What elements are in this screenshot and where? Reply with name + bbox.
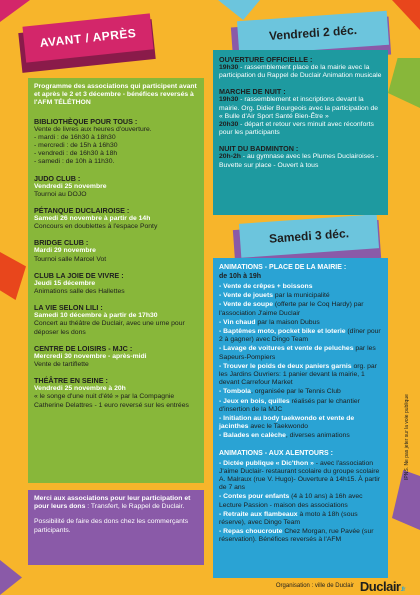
list-item-text: , diverses animations (285, 432, 350, 440)
list-item (219, 511, 382, 527)
section-bridge (34, 238, 198, 263)
friday-time: 19h30 (219, 96, 239, 104)
list-item-text: (offerte par le Coq Hardy) par l'association J'aime Duclair (219, 301, 364, 317)
list-item-bold: - Vente de jouets (219, 292, 274, 300)
section-line: - samedi : de 10h à 11h30. (34, 158, 115, 166)
section-date: Mercredi 30 novembre - après-midi (34, 352, 147, 360)
section-petanque (34, 206, 198, 231)
side-note: IPNS. Ne pas jeter sur la voie publique (404, 394, 410, 480)
friday-desc: - départ et retour vers minuit avec réconforts pour les participants (219, 121, 374, 137)
list-item (219, 388, 382, 396)
section-date: Vendredi 25 novembre à 20h (34, 385, 126, 393)
list-item-bold: - Vin chaud (219, 318, 256, 326)
list-item-bold: - Balades en calèche (219, 432, 286, 440)
saturday-block-title: ANIMATIONS - PLACE DE LA MAIRIE : (219, 264, 347, 271)
section-line: Concours en doublettes à l'espace Ponty (34, 223, 158, 231)
list-item-text: org. par les Jardins Ouvriers: 1 panier devant la mairie, 1 devant Carrefour Market (219, 362, 377, 387)
intro-text: Programme des associations qui participent avant et après le 2 et 3 décembre - bénéfices reversés à l'AFM TÉLÉTHON (34, 83, 197, 107)
list-item (219, 528, 382, 544)
saturday-panel (213, 258, 388, 578)
section-line: Vente de tartiflette (34, 361, 89, 369)
section-title: BRIDGE CLUB : (34, 238, 89, 248)
list-item-text: à moto à 18h (sous réserve), avec Dingo Team (219, 510, 358, 527)
section-centre-loisirs (34, 344, 198, 369)
list-item-text: (dîner pour 2 à gagner) avec Dingo Team (219, 328, 381, 344)
footer (195, 577, 405, 595)
list-item-bold: - Initiation au body taekwondo et vente de jacinthes (219, 415, 355, 431)
thanks-extra: Possibilité de faire des dons chez les commerçants participants. (34, 518, 189, 534)
section-theatre (34, 376, 198, 410)
list-item (219, 432, 382, 440)
list-item-text: par la maison Dubus (255, 318, 320, 326)
section-joie-de-vivre (34, 271, 198, 296)
list-item-bold: - Baptêmes moto, pocket bike et loterie (219, 328, 346, 336)
section-date: Samedi 26 novembre à partir de 14h (34, 215, 151, 223)
friday-desc: - rassemblement place de la mairie avec la participation du Rappel de Duclair Animation musicale (219, 64, 382, 80)
list-item-bold: - Retraite aux flambeaux (219, 510, 298, 518)
section-line: Vente de livres aux heures d'ouverture. (34, 125, 152, 133)
friday-item-title: OUVERTURE OFFICIELLE : (219, 55, 313, 64)
saturday-block-title: ANIMATIONS - AUX ALENTOURS : (219, 449, 333, 457)
section-title: PÉTANQUE DUCLAIROISE : (34, 206, 130, 216)
saturday-banner: Samedi 3 déc. (239, 214, 379, 258)
thanks-text (34, 495, 198, 511)
section-line: Animations salle des Hallettes (34, 288, 125, 296)
list-item (219, 283, 382, 291)
organisation-label: Organisation : ville de Duclair (275, 583, 354, 589)
list-item-text: par les Sapeurs-Pompiers (219, 345, 376, 361)
avant-apres-panel (28, 78, 204, 483)
list-item-text: réalisés par le chantier d'insertion de la MJC (219, 397, 360, 413)
list-item (219, 460, 382, 493)
friday-item-text (219, 64, 382, 80)
duclair-logo (360, 579, 405, 594)
list-item-bold: - Jeux en bois, quilles (219, 397, 290, 405)
section-line: - mardi : de 16h30 à 18h30 (34, 133, 116, 141)
list-item (219, 301, 382, 317)
list-item-text: - avec l'association J'aime Duclair- restaurant scolaire du groupe scolaire A. Malraux (rue V. Hugo)- Ouverture à 14h15. À partir de 7 ans (219, 459, 381, 492)
section-title: LA VIE SELON LILI : (34, 303, 103, 313)
list-item (219, 493, 382, 509)
friday-item (219, 144, 382, 169)
friday-desc: - rassemblement et inscriptions devant la mairie. Org. Didier Bourgeois avec la participation de « Bulle d'Air Sport Santé Bien-Être » (219, 96, 379, 120)
list-item-text: Chez Morgan, rue Pavée (sur réservation). Bénéfices reversés à l'AFM (219, 528, 374, 544)
section-line: « le songe d'une nuit d'été » par la Compagnie Catherine Delattres - 1 euro reversé sur les entrées (34, 393, 189, 409)
friday-item (219, 55, 382, 80)
list-item-bold: - Vente de crêpes + boissons (219, 283, 313, 290)
saturday-block-hours: de 10h à 19h (219, 273, 262, 280)
section-judo (34, 174, 198, 199)
section-line: Tournoi au DOJO (34, 190, 87, 198)
thanks-rest: : Transfert, le Rappel de Duclair. (85, 503, 185, 511)
logo-text: Duclair (359, 578, 401, 594)
list-item-bold: - Tombola (219, 388, 251, 396)
section-line: Concert au théâtre de Duclair, avec une urne pour déposer les dons (34, 320, 185, 336)
friday-banner: Vendredi 2 déc. (237, 11, 389, 55)
list-item (219, 292, 382, 300)
friday-item-title: MARCHE DE NUIT : (219, 87, 286, 97)
list-item-bold: - Trouver le poids de deux paniers garnis (219, 362, 352, 370)
friday-item-text (219, 96, 382, 121)
list-item-text: , organisée par le Tennis Club (250, 388, 341, 396)
friday-item (219, 87, 382, 137)
section-title: CLUB LA JOIE DE VIVRE : (34, 270, 124, 280)
section-bibliotheque (34, 117, 198, 167)
section-date: Samedi 10 décembre à partir de 17h30 (34, 312, 158, 320)
thanks-bold: Merci aux associations pour leur participation et pour leurs dons (34, 495, 191, 511)
saturday-list (219, 283, 382, 441)
section-date: Mardi 29 novembre (34, 247, 96, 255)
friday-item-text (219, 121, 382, 137)
section-date: Vendredi 25 novembre (34, 182, 107, 190)
friday-item-title: NUIT DU BADMINTON : (219, 144, 299, 154)
friday-desc: - au gymnase avec les Plumes Duclairoises - Buvette sur place - Ouvert à tous (219, 153, 379, 169)
list-item (219, 319, 382, 327)
friday-panel (213, 50, 388, 215)
section-line: - mercredi : de 15h à 16h30 (34, 142, 118, 150)
friday-time: 19h30 (219, 64, 239, 71)
list-item-text: avec le Taekwondo (248, 423, 309, 431)
decorative-shape (0, 560, 22, 595)
list-item (219, 328, 382, 344)
list-item (219, 345, 382, 361)
section-title: THÉÂTRE EN SEINE : (34, 376, 108, 386)
section-title: BIBLIOTHÈQUE POUR TOUS : (34, 116, 138, 126)
list-item-bold: - Repas choucroute (219, 528, 283, 536)
friday-item-text (219, 153, 382, 169)
list-item (219, 415, 382, 431)
decorative-shape (218, 0, 260, 20)
list-item-bold: - Contes pour enfants (219, 493, 290, 501)
decorative-shape (0, 252, 26, 300)
saturday-list (219, 460, 382, 545)
list-item-bold: - Dictée publique « Dic'thon » (219, 459, 314, 467)
section-line: - vendredi : de 16h30 à 18h (34, 150, 118, 158)
decorative-shape (388, 58, 420, 108)
thanks-panel (28, 490, 204, 565)
section-title: CENTRE DE LOISIRS - MJC : (34, 343, 133, 353)
list-item (219, 363, 382, 388)
decorative-shape (0, 0, 30, 22)
avant-apres-banner: AVANT / APRÈS (22, 13, 153, 62)
list-item (219, 398, 382, 414)
section-date: Jeudi 15 décembre (34, 279, 96, 287)
friday-time: 20h30 (219, 121, 239, 129)
friday-time: 20h-2h (219, 153, 241, 161)
list-item-text: par la municipalité (273, 292, 330, 300)
list-item-bold: - Vente de soupe (219, 301, 274, 309)
list-item-text: (4 à 10 ans) à 16h avec Lecture Passion - maison des associations (219, 493, 363, 509)
section-title: JUDO CLUB : (34, 173, 81, 183)
logo-suffix: .fr (400, 586, 405, 593)
list-item-bold: - Lavage de voitures et vente de peluches (219, 345, 354, 353)
section-line: Tournoi salle Marcel Vot (34, 255, 107, 263)
section-vie-selon-lili (34, 303, 198, 337)
